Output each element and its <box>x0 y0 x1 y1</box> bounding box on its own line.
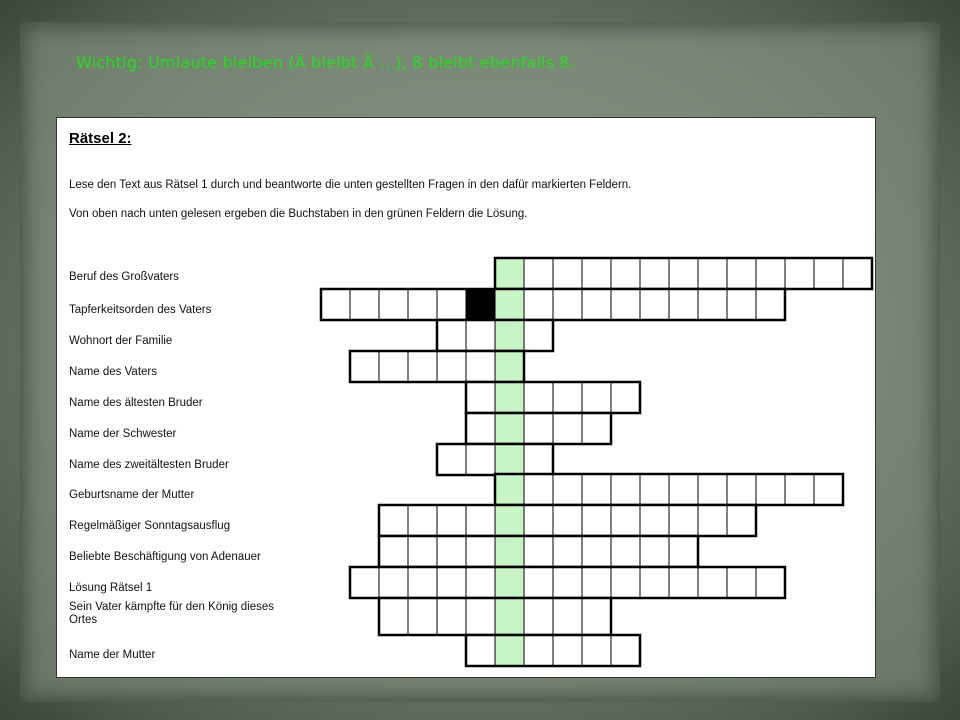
answer-cell[interactable] <box>408 505 437 536</box>
answer-cell[interactable] <box>698 474 727 505</box>
answer-cell[interactable] <box>553 474 582 505</box>
answer-cell[interactable] <box>524 289 553 320</box>
answer-cell[interactable] <box>553 505 582 536</box>
answer-cell[interactable] <box>756 567 785 598</box>
clue-label: Beruf des Großvaters <box>69 271 179 283</box>
clue-label: Regelmäßiger Sonntagsausflug <box>69 520 231 532</box>
solution-cell[interactable] <box>495 598 524 635</box>
answer-cell[interactable] <box>466 444 495 475</box>
answer-cell[interactable] <box>640 289 669 320</box>
solution-cell[interactable] <box>495 258 524 289</box>
solution-cell[interactable] <box>495 444 524 475</box>
answer-cell[interactable] <box>640 474 669 505</box>
puzzle-sheet <box>56 117 876 678</box>
solution-cell[interactable] <box>495 413 524 444</box>
answer-cell[interactable] <box>466 351 495 382</box>
answer-cell[interactable] <box>553 536 582 567</box>
answer-cell[interactable] <box>379 289 408 320</box>
answer-cell[interactable] <box>640 567 669 598</box>
clue-label: Name der Mutter <box>69 649 156 661</box>
answer-cell[interactable] <box>698 289 727 320</box>
answer-cell[interactable] <box>437 598 466 635</box>
clue-label: Wohnort der Familie <box>69 335 173 347</box>
answer-cell[interactable] <box>727 474 756 505</box>
answer-cell[interactable] <box>379 505 408 536</box>
answer-cell[interactable] <box>727 258 756 289</box>
answer-cell[interactable] <box>524 382 553 413</box>
answer-cell[interactable] <box>437 289 466 320</box>
solution-cell[interactable] <box>495 320 524 351</box>
answer-cell[interactable] <box>350 351 379 382</box>
answer-cell[interactable] <box>785 474 814 505</box>
clue-label: Name der Schwester <box>69 428 177 440</box>
clue-label: Sein Vater kämpfte für den König dieses Ortes <box>69 601 274 626</box>
umlaut-notice: Wichtig: Umlaute bleiben (Ä bleibt Ä …), ß bleibt ebenfalls ß. <box>76 53 576 72</box>
answer-cell[interactable] <box>669 536 698 567</box>
answer-cell[interactable] <box>524 320 553 351</box>
answer-cell[interactable] <box>611 289 640 320</box>
answer-cell[interactable] <box>524 567 553 598</box>
answer-cell[interactable] <box>756 289 785 320</box>
solution-cell[interactable] <box>495 289 524 320</box>
answer-cell[interactable] <box>669 289 698 320</box>
answer-cell[interactable] <box>843 258 872 289</box>
answer-cell[interactable] <box>553 567 582 598</box>
answer-cell[interactable] <box>524 505 553 536</box>
answer-cell[interactable] <box>611 382 640 413</box>
answer-cell[interactable] <box>408 567 437 598</box>
answer-cell[interactable] <box>756 474 785 505</box>
answer-cell[interactable] <box>553 258 582 289</box>
answer-cell[interactable] <box>582 413 611 444</box>
answer-cell[interactable] <box>437 444 466 475</box>
answer-cell[interactable] <box>640 505 669 536</box>
answer-cell[interactable] <box>379 536 408 567</box>
answer-cell[interactable] <box>669 567 698 598</box>
clue-label: Name des zweitältesten Bruder <box>69 459 229 471</box>
clue-label: Geburtsname der Mutter <box>69 489 195 501</box>
answer-cell[interactable] <box>582 289 611 320</box>
answer-cell[interactable] <box>350 567 379 598</box>
solution-cell[interactable] <box>495 505 524 536</box>
answer-cell[interactable] <box>408 289 437 320</box>
instruction-line-2: Von oben nach unten gelesen ergeben die Buchstaben in den grünen Feldern die Lösung. <box>69 208 528 220</box>
answer-cell[interactable] <box>321 289 350 320</box>
answer-cell[interactable] <box>466 635 495 666</box>
answer-cell[interactable] <box>640 536 669 567</box>
answer-cell[interactable] <box>524 413 553 444</box>
answer-cell[interactable] <box>553 382 582 413</box>
answer-cell[interactable] <box>640 258 669 289</box>
solution-cell[interactable] <box>495 474 524 505</box>
answer-cell[interactable] <box>698 567 727 598</box>
answer-cell[interactable] <box>466 598 495 635</box>
answer-cell[interactable] <box>437 351 466 382</box>
clue-label: Name des Vaters <box>69 366 157 378</box>
answer-cell[interactable] <box>582 505 611 536</box>
answer-cell[interactable] <box>466 320 495 351</box>
answer-cell[interactable] <box>524 258 553 289</box>
answer-cell[interactable] <box>408 351 437 382</box>
answer-cell[interactable] <box>408 536 437 567</box>
clue-label: Beliebte Beschäftigung von Adenauer <box>69 551 261 563</box>
answer-cell[interactable] <box>727 567 756 598</box>
answer-cell[interactable] <box>466 505 495 536</box>
answer-cell[interactable] <box>669 474 698 505</box>
answer-cell[interactable] <box>756 258 785 289</box>
crossword-grid <box>57 118 875 677</box>
clue-label: Lösung Rätsel 1 <box>69 582 153 594</box>
answer-cell[interactable] <box>611 567 640 598</box>
answer-cell[interactable] <box>582 567 611 598</box>
solution-cell[interactable] <box>495 351 524 382</box>
answer-cell[interactable] <box>727 505 756 536</box>
answer-cell[interactable] <box>524 635 553 666</box>
answer-cell[interactable] <box>379 598 408 635</box>
answer-cell[interactable] <box>582 474 611 505</box>
answer-cell[interactable] <box>611 258 640 289</box>
answer-cell[interactable] <box>611 635 640 666</box>
solution-cell[interactable] <box>495 635 524 666</box>
answer-cell[interactable] <box>582 258 611 289</box>
answer-cell[interactable] <box>611 536 640 567</box>
answer-cell[interactable] <box>553 598 582 635</box>
answer-cell[interactable] <box>611 474 640 505</box>
answer-cell[interactable] <box>553 635 582 666</box>
instruction-line-1: Lese den Text aus Rätsel 1 durch und beantworte die unten gestellten Fragen in den dafür markierten Feldern. <box>69 179 632 191</box>
answer-cell[interactable] <box>466 382 495 413</box>
answer-cell[interactable] <box>379 351 408 382</box>
answer-cell[interactable] <box>553 413 582 444</box>
clue-label: Name des ältesten Bruder <box>69 397 203 409</box>
answer-cell[interactable] <box>582 382 611 413</box>
answer-cell[interactable] <box>698 505 727 536</box>
answer-cell[interactable] <box>437 536 466 567</box>
answer-cell[interactable] <box>524 536 553 567</box>
answer-cell[interactable] <box>466 413 495 444</box>
answer-cell[interactable] <box>524 474 553 505</box>
answer-cell[interactable] <box>814 474 843 505</box>
answer-cell[interactable] <box>437 320 466 351</box>
answer-cell[interactable] <box>466 536 495 567</box>
answer-cell[interactable] <box>437 505 466 536</box>
answer-cell[interactable] <box>524 598 553 635</box>
answer-cell[interactable] <box>814 258 843 289</box>
answer-cell[interactable] <box>727 289 756 320</box>
blocked-cell <box>466 289 495 320</box>
clue-label: Tapferkeitsorden des Vaters <box>69 304 212 316</box>
answer-cell[interactable] <box>611 505 640 536</box>
puzzle-title: Rätsel 2: <box>69 130 132 147</box>
answer-cell[interactable] <box>437 567 466 598</box>
answer-cell[interactable] <box>582 635 611 666</box>
answer-cell[interactable] <box>698 258 727 289</box>
answer-cell[interactable] <box>669 258 698 289</box>
answer-cell[interactable] <box>785 258 814 289</box>
solution-cell[interactable] <box>495 382 524 413</box>
answer-cell[interactable] <box>669 505 698 536</box>
answer-cell[interactable] <box>553 289 582 320</box>
answer-cell[interactable] <box>582 598 611 635</box>
answer-cell[interactable] <box>582 536 611 567</box>
answer-cell[interactable] <box>379 567 408 598</box>
answer-cell[interactable] <box>408 598 437 635</box>
answer-cell[interactable] <box>350 289 379 320</box>
answer-cell[interactable] <box>524 444 553 475</box>
solution-cell[interactable] <box>495 536 524 567</box>
answer-cell[interactable] <box>466 567 495 598</box>
solution-cell[interactable] <box>495 567 524 598</box>
